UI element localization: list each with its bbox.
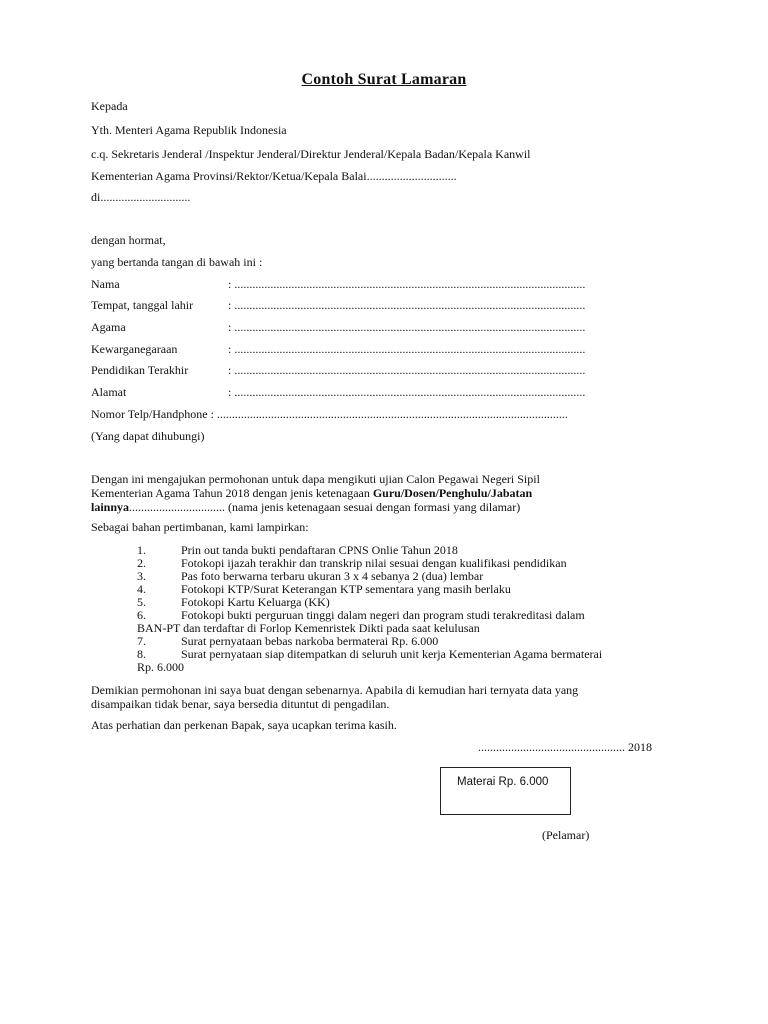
field-label: Alamat <box>91 385 127 399</box>
list-text: Surat pernyataan bebas narkoba bermaterai Rp. 6.000 <box>181 634 439 648</box>
contact-note: (Yang dapat dihubungi) <box>91 429 205 443</box>
field-label: Agama <box>91 320 126 334</box>
list-number: 5. <box>137 595 146 609</box>
attachments-intro: Sebagai bahan pertimbanan, kami lampirkan: <box>91 520 309 534</box>
list-item <box>137 634 438 648</box>
page-title: Contoh Surat Lamaran <box>301 71 467 88</box>
list-text: Fotokopi ijazah terakhir dan transkrip nilai sesuai dengan kualifikasi pendidikan <box>181 556 567 570</box>
list-number: 7. <box>137 634 146 648</box>
salutation: dengan hormat, <box>91 233 166 247</box>
application-line-3 <box>91 500 520 514</box>
signature-label: (Pelamar) <box>542 828 590 842</box>
field-alamat <box>91 385 585 399</box>
field-pendidikan-terakhir <box>91 363 585 377</box>
address-cq: c.q. Sekretaris Jenderal /Inspektur Jenderal/Direktur Jenderal/Kepala Badan/Kepala Kanwil <box>91 147 531 161</box>
address-kepada: Kepada <box>91 99 128 113</box>
position-type: Guru/Dosen/Penghulu/Jabatan <box>372 486 533 500</box>
date-line: ................................................. 2018 <box>478 740 652 754</box>
field-agama <box>91 320 585 334</box>
list-text: Pas foto berwarna terbaru ukuran 3 x 4 sebanya 2 (dua) lembar <box>181 569 484 583</box>
field-value: : ..................................................................................................................... <box>228 277 586 291</box>
field-value: : ..................................................................................................................... <box>228 298 586 312</box>
field-value: : ..................................................................................................................... <box>228 320 586 334</box>
closing-line-1: Demikian permohonan ini saya buat dengan sebenarnya. Apabila di kemudian hari ternyata data yang <box>91 683 579 697</box>
application-line-3-text: ................................ (nama jenis ketenagaan sesuai dengan formasi yang dilamar) <box>129 500 521 514</box>
list-item <box>137 647 602 661</box>
field-value: : ..................................................................................................................... <box>210 407 568 421</box>
field-nomor-telp <box>91 407 568 421</box>
list-item <box>137 569 483 583</box>
list-text: Fotokopi Kartu Keluarga (KK) <box>181 595 330 609</box>
field-label: Nomor Telp/Handphone <box>91 407 208 421</box>
field-label: Kewarganegaraan <box>91 342 178 356</box>
application-line-2-text: Kementerian Agama Tahun 2018 dengan jenis ketenagaan <box>91 486 373 500</box>
list-item-continuation: BAN-PT dan terdaftar di Forlop Kemenristek Dikti pada saat kelulusan <box>137 621 480 635</box>
field-kewarganegaraan <box>91 342 585 356</box>
list-item <box>137 543 458 557</box>
list-item <box>137 608 585 622</box>
list-item <box>137 595 330 609</box>
list-item-continuation: Rp. 6.000 <box>137 660 185 674</box>
list-item <box>137 556 567 570</box>
field-nama <box>91 277 585 291</box>
list-text: Fotokopi KTP/Surat Keterangan KTP sementara yang masih berlaku <box>181 582 511 596</box>
list-number: 1. <box>137 543 146 557</box>
list-number: 3. <box>137 569 146 583</box>
list-text: Prin out tanda bukti pendaftaran CPNS Onlie Tahun 2018 <box>181 543 458 557</box>
stamp-box <box>440 767 571 815</box>
signer-intro: yang bertanda tangan di bawah ini : <box>91 255 263 269</box>
position-type-other: lainnya <box>91 500 130 514</box>
address-di: di.............................. <box>91 190 191 204</box>
field-label: Nama <box>91 277 120 291</box>
field-label: Pendidikan Terakhir <box>91 363 189 377</box>
field-label: Tempat, tanggal lahir <box>91 298 194 312</box>
application-line-2 <box>91 486 532 500</box>
list-text: Fotokopi bukti perguruan tinggi dalam negeri dan program studi terakreditasi dalam <box>181 608 585 622</box>
list-text: Surat pernyataan siap ditempatkan di seluruh unit kerja Kementerian Agama bermaterai <box>181 647 603 661</box>
list-item <box>137 582 511 596</box>
field-value: : ..................................................................................................................... <box>228 363 586 377</box>
list-number: 4. <box>137 582 146 596</box>
address-kementerian: Kementerian Agama Provinsi/Rektor/Ketua/Kepala Balai.............................. <box>91 169 457 183</box>
list-number: 8. <box>137 647 146 661</box>
closing-thanks: Atas perhatian dan perkenan Bapak, saya ucapkan terima kasih. <box>91 718 397 732</box>
field-tempat-tanggal-lahir <box>91 298 585 312</box>
address-yth: Yth. Menteri Agama Republik Indonesia <box>91 123 287 137</box>
list-number: 2. <box>137 556 146 570</box>
field-value: : ..................................................................................................................... <box>228 342 586 356</box>
list-number: 6. <box>137 608 146 622</box>
stamp-label: Materai Rp. 6.000 <box>457 776 549 788</box>
closing-line-2: disampaikan tidak benar, saya bersedia dituntut di pengadilan. <box>91 697 390 711</box>
field-value: : ..................................................................................................................... <box>228 385 586 399</box>
application-line-1: Dengan ini mengajukan permohonan untuk dapa mengikuti ujian Calon Pegawai Negeri Sipil <box>91 472 540 486</box>
